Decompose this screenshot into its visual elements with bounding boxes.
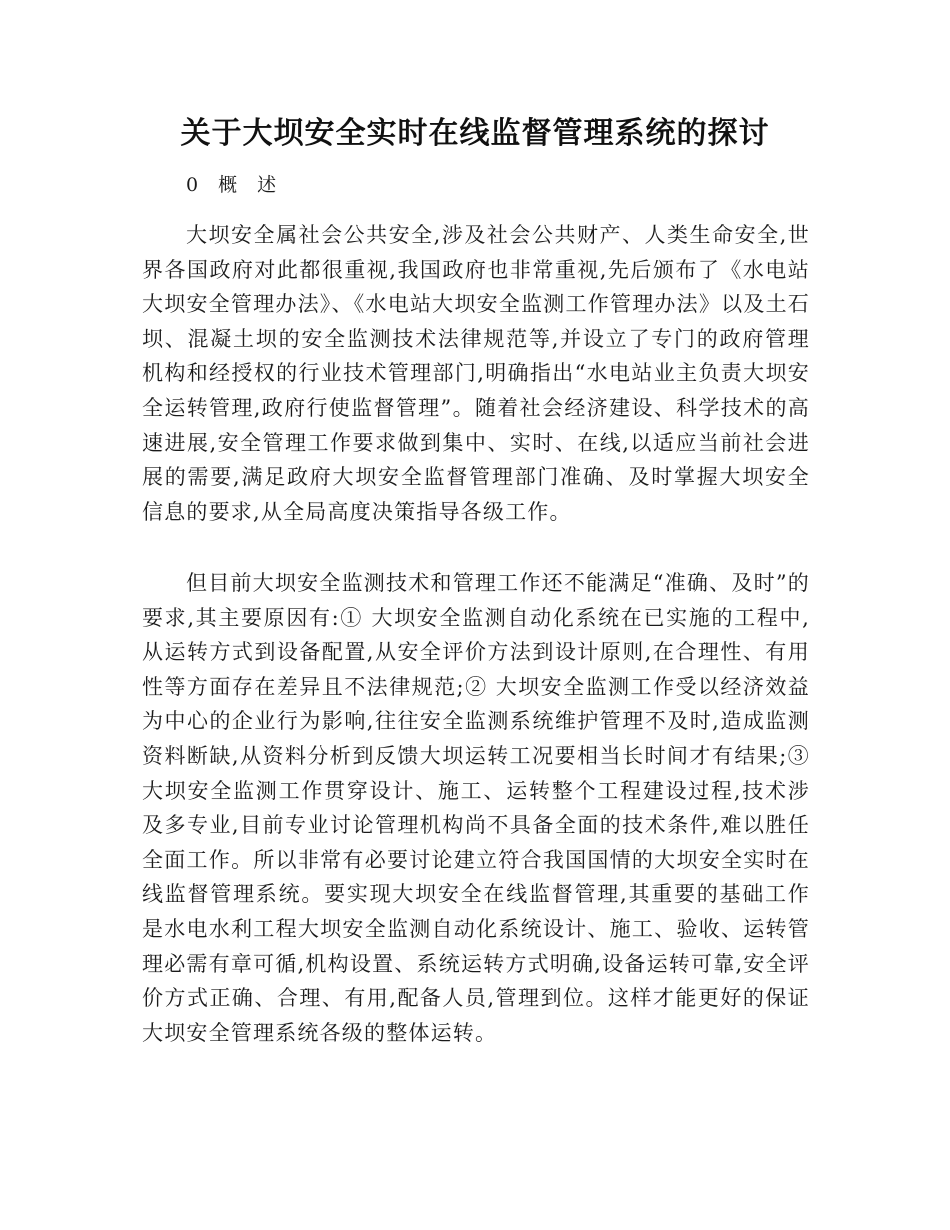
document-title: 关于大坝安全实时在线监督管理系统的探讨 — [180, 116, 770, 151]
body-paragraph: 大坝安全属社会公共安全,涉及社会公共财产、人类生命安全,世界各国政府对此都很重视,我国政府也非常重视,先后颁布了《水电站大坝安全管理办法》、《水电站大坝安全监测工作管理办法》以及土石坝、混凝土坝的安全监测技术法律规范等,并设立了专门的政府管理机构和经授权的行业技术管理部门,明确指出“水电站业主负责大坝安全运转管理,政府行使监督管理”。随着社会经济建设、科学技术的高速进展,安全管理工作要求做到集中、实时、在线,以适应当前社会进展的需要,满足政府大坝安全监督管理部门准确、及时掌握大坝安全信息的要求,从全局高度决策指导各级工作。 — [142, 223, 810, 524]
body-paragraph: 但目前大坝安全监测技术和管理工作还不能满足“准确、及时”的要求,其主要原因有:① 大坝安全监测自动化系统在已实施的工程中,从运转方式到设备配置,从安全评价方法到设计原则,在合理性、有用性等方面存在差异且不法律规范;② 大坝安全监测工作受以经济效益为中心的企业行为影响,往往安全监测系统维护管理不及时,造成监测资料断缺,从资料分析到反馈大坝运转工况要相当长时间才有结果;③ 大坝安全监测工作贯穿设计、施工、运转整个工程建设过程,技术涉及多专业,目前专业讨论管理机构尚不具备全面的技术条件,难以胜任全面工作。所以非常有必要讨论建立符合我国国情的大坝安全实时在线监督管理系统。要实现大坝安全在线监督管理,其重要的基础工作是水电水利工程大坝安全监测自动化系统设计、施工、验收、运转管理必需有章可循,机构设置、系统运转方式明确,设备运转可靠,安全评价方式正确、合理、有用,配备人员,管理到位。这样才能更好的保证大坝安全管理系统各级的整体运转。 — [142, 571, 810, 1045]
section-heading: 0 概 述 — [186, 174, 284, 196]
